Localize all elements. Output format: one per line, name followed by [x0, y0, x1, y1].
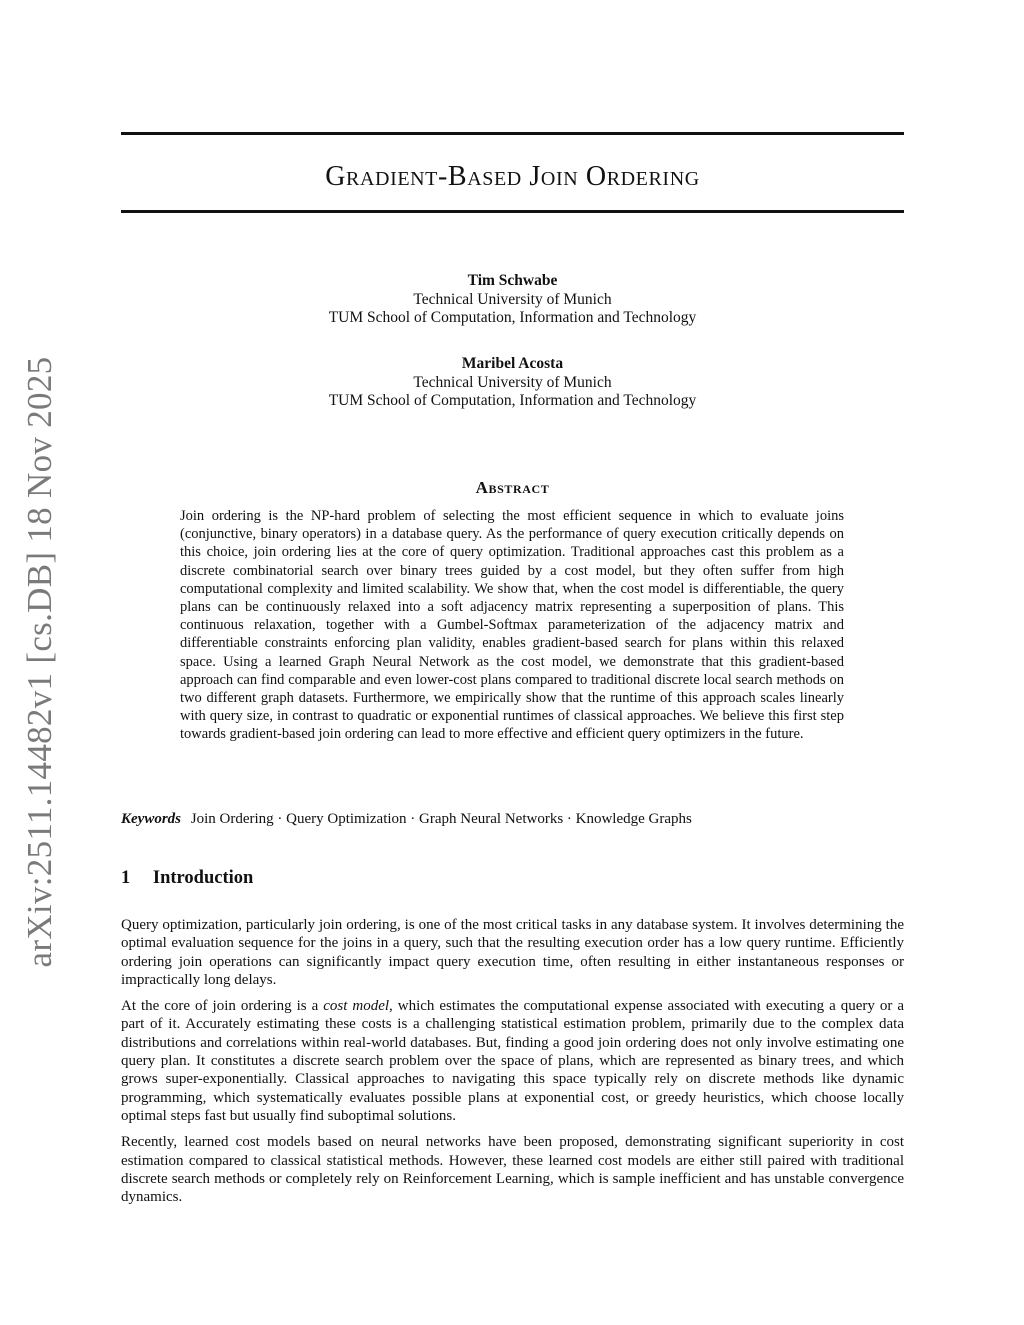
author-block	[121, 272, 904, 328]
keywords-label: Keywords	[121, 811, 181, 827]
author-name: Tim Schwabe	[467, 272, 558, 289]
intro-p2-emphasis: cost model	[323, 998, 390, 1015]
abstract-heading: Abstract	[475, 478, 550, 497]
author-affiliation: TUM School of Computation, Information and Technology	[328, 392, 697, 409]
section-title: Introduction	[152, 868, 254, 888]
intro-p2-text: At the core of join ordering is a	[121, 998, 324, 1015]
introduction-body	[121, 916, 904, 1214]
intro-paragraph-3: Recently, learned cost models based on neural networks have been proposed, demonstrating significant superiority in cost estimation compared to classical statistical methods. However, these learned cost models are either still paired with traditional discrete search methods or completely rely on Reinforcement Learning, which is sample inefficient and has unstable convergence dynamics.	[121, 1134, 904, 1206]
keywords-line	[121, 810, 904, 829]
abstract-text: Join ordering is the NP-hard problem of selecting the most efficient sequence in which to evaluate joins (conjunctive, binary operators) in a database query. As the performance of query execution critically depends on this choice, join ordering lies at the core of query optimization. Traditional approaches cast this problem as a discrete combinatorial search over binary trees guided by a cost model, but they often suffer from high computational complexity and limited scalability. We show that, when the cost model is differentiable, the query plans can be continuously relaxed into a soft adjacency matrix representing a superposition of plans. This continuous relaxation, together with a Gumbel-Softmax parameterization of the adjacency matrix and differentiable constraints enforcing plan validity, enables gradient-based search for plans within this relaxed space. Using a learned Graph Neural Network as the cost model, we demonstrate that this gradient-based approach can find comparable and even lower-cost plans compared to traditional discrete local search methods on two different graph datasets. Furthermore, we empirically show that the runtime of this approach scales linearly with query size, in contrast to quadratic or exponential runtimes of classical approaches. We believe this first step towards gradient-based join ordering can lead to more effective and efficient query optimizers in the future.	[180, 508, 844, 743]
author-block	[121, 355, 904, 411]
keywords-list: Join Ordering · Query Optimization · Graph Neural Networks · Knowledge Graphs	[190, 811, 692, 827]
title-rule-bottom	[121, 210, 904, 213]
author-affiliation: Technical University of Munich	[413, 290, 612, 308]
author-affiliation: Technical University of Munich	[413, 373, 612, 391]
author-affiliation: TUM School of Computation, Information and Technology	[328, 309, 697, 326]
arxiv-identifier-stamp: arXiv:2511.14482v1 [cs.DB] 18 Nov 2025	[20, 356, 59, 968]
intro-paragraph-1: Query optimization, particularly join ordering, is one of the most critical tasks in any database system. It involves determining the optimal evaluation sequence for the joins in a query, such that the resulting execution order has a low query runtime. Efficiently ordering join operations can significantly impact query execution time, often resulting in either instantaneous responses or impractically long delays.	[121, 917, 904, 988]
paper-title: Gradient-Based Join Ordering	[325, 161, 700, 192]
section-heading	[121, 867, 904, 889]
section-number: 1	[121, 868, 131, 888]
intro-paragraph-2	[121, 997, 904, 1125]
author-name: Maribel Acosta	[461, 355, 564, 372]
intro-p2-text: , which estimates the computational expense associated with executing a query or a part of it. Accurately estimating these costs is a challenging statistical estimation problem, primarily due to the complex data distributions and correlations within real-world databases. But, finding a good join ordering does not only involve estimating one query plan. It constitutes a discrete search problem over the space of plans, which are represented as binary trees, and which grows super-exponentially. Classical approaches to navigating this space typically rely on discrete methods like dynamic programming, which systematically evaluates possible plans at exponential cost, or greedy heuristics, which choose locally optimal steps fast but usually find suboptimal solutions.	[121, 998, 904, 1124]
title-rule-top	[121, 132, 904, 135]
